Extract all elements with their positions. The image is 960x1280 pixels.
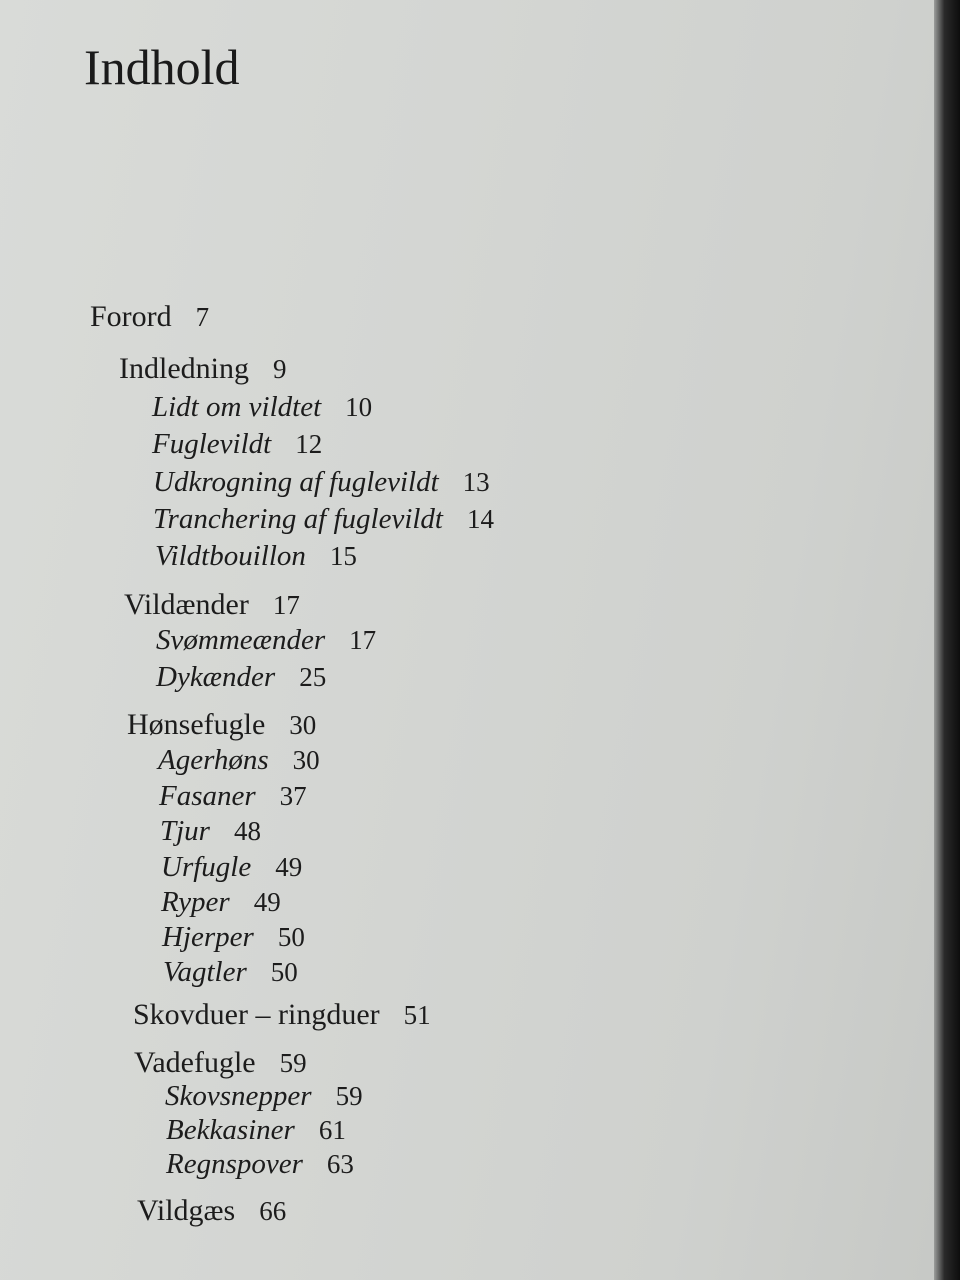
toc-label: Indledning bbox=[119, 352, 249, 385]
toc-label: Ryper bbox=[161, 886, 230, 918]
toc-label: Fuglevildt bbox=[152, 428, 272, 460]
toc-label: Fasaner bbox=[159, 780, 256, 812]
toc-entry-fasaner bbox=[159, 780, 307, 813]
toc-label: Hjerper bbox=[162, 921, 254, 953]
toc-entry-vildaender bbox=[124, 588, 300, 622]
toc-page-number: 9 bbox=[272, 354, 287, 384]
toc-page-number: 30 bbox=[289, 710, 317, 740]
toc-page-number: 59 bbox=[279, 1048, 307, 1078]
toc-page-number: 66 bbox=[259, 1196, 287, 1226]
toc-label: Hønsefugle bbox=[127, 708, 266, 741]
toc-label: Bekkasiner bbox=[166, 1114, 295, 1146]
toc-entry-urfugle bbox=[161, 851, 302, 884]
toc-entry-lidt-om-vildtet bbox=[152, 391, 372, 424]
toc-label: Skovsnepper bbox=[165, 1080, 312, 1112]
toc-label: Tjur bbox=[160, 815, 210, 847]
toc-page-number: 59 bbox=[335, 1081, 363, 1111]
toc-page-number: 17 bbox=[272, 590, 300, 620]
toc-entry-bekkasiner bbox=[166, 1114, 346, 1147]
toc-label: Urfugle bbox=[161, 851, 252, 883]
toc-page-number: 14 bbox=[467, 504, 494, 534]
toc-label: Vildænder bbox=[124, 588, 249, 621]
toc-entry-vildtbouillon bbox=[155, 540, 357, 573]
toc-page-number: 63 bbox=[326, 1149, 354, 1179]
toc-label: Lidt om vildtet bbox=[152, 391, 322, 423]
toc-entry-agerhons bbox=[158, 744, 320, 777]
toc-page-number: 12 bbox=[295, 429, 323, 459]
toc-label: Skovduer – ringduer bbox=[133, 998, 380, 1031]
toc-entry-tjur bbox=[160, 815, 261, 848]
toc-entry-vildgaes bbox=[137, 1194, 286, 1228]
book-page-edge bbox=[934, 0, 960, 1280]
toc-label: Dykænder bbox=[156, 661, 276, 693]
toc-entry-hjerper bbox=[162, 921, 305, 954]
toc-page-number: 37 bbox=[279, 781, 307, 811]
toc-entry-skovduer bbox=[133, 998, 431, 1032]
toc-page-number: 61 bbox=[318, 1115, 346, 1145]
toc-label: Svømmeænder bbox=[156, 624, 326, 656]
toc-label: Vagtler bbox=[163, 956, 247, 988]
toc-entry-skovsnepper bbox=[165, 1080, 363, 1113]
toc-entry-honsefugle bbox=[127, 708, 316, 742]
toc-entry-dykaender bbox=[156, 661, 326, 694]
toc-entry-fuglevildt bbox=[152, 428, 322, 461]
toc-entry-tranchering bbox=[153, 503, 494, 536]
toc-entry-udkrogning bbox=[153, 466, 490, 499]
toc-entry-svommeaender bbox=[156, 624, 376, 657]
toc-entry-forord bbox=[90, 300, 209, 334]
toc-page-number: 49 bbox=[275, 852, 303, 882]
page-title: Indhold bbox=[84, 38, 240, 95]
toc-page-number: 7 bbox=[195, 302, 210, 332]
toc-page-number: 50 bbox=[277, 922, 305, 952]
toc-page-number: 30 bbox=[292, 745, 320, 775]
toc-label: Tranchering af fuglevildt bbox=[153, 503, 443, 535]
toc-page-number: 50 bbox=[270, 957, 298, 987]
toc-label: Agerhøns bbox=[158, 744, 269, 776]
toc-page-number: 51 bbox=[403, 1000, 431, 1030]
toc-page-number: 49 bbox=[253, 887, 281, 917]
toc-page-number: 15 bbox=[329, 541, 357, 571]
toc-entry-vadefugle bbox=[134, 1046, 307, 1080]
toc-page-number: 48 bbox=[233, 816, 261, 846]
toc-page-number: 25 bbox=[299, 662, 327, 692]
toc-entry-ryper bbox=[161, 886, 281, 919]
toc-label: Vildgæs bbox=[137, 1194, 236, 1227]
toc-label: Vildtbouillon bbox=[155, 540, 306, 572]
toc-page-number: 17 bbox=[349, 625, 377, 655]
toc-label: Vadefugle bbox=[134, 1046, 256, 1079]
toc-entry-indledning bbox=[119, 352, 286, 386]
toc-label: Forord bbox=[90, 300, 172, 333]
toc-entry-vagtler bbox=[163, 956, 298, 989]
toc-label: Regnspover bbox=[166, 1148, 303, 1180]
toc-page-number: 10 bbox=[345, 392, 373, 422]
toc-page-number: 13 bbox=[462, 467, 490, 497]
toc-entry-regnspover bbox=[166, 1148, 354, 1181]
toc-label: Udkrogning af fuglevildt bbox=[153, 466, 439, 498]
